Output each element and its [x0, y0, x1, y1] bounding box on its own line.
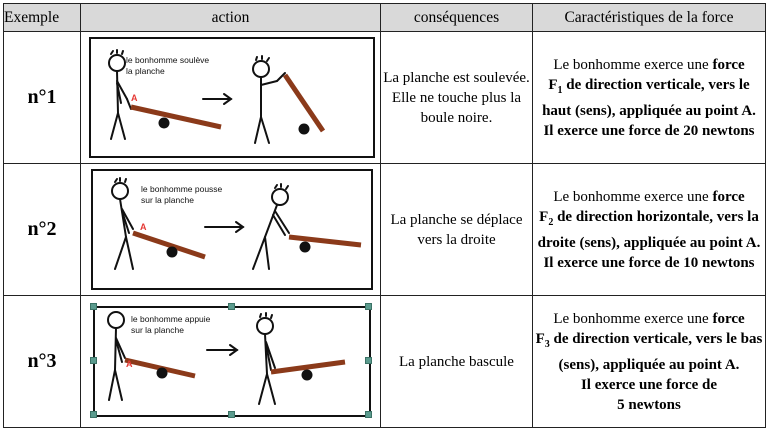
- action-cell: [81, 32, 381, 164]
- ball: [299, 124, 310, 135]
- header-caracteristiques: Caractéristiques de la force: [533, 4, 766, 32]
- ball: [300, 242, 311, 253]
- table-row: [4, 296, 766, 428]
- ball: [157, 368, 168, 379]
- point-a-label: A: [140, 222, 147, 232]
- resize-handle[interactable]: [365, 411, 372, 418]
- force-sub: 2: [548, 216, 554, 228]
- action-cell: [81, 164, 381, 296]
- point-a-label: A: [131, 93, 138, 103]
- caption-line: le bonhomme pousse: [141, 184, 223, 194]
- caption-line: sur la planche: [131, 325, 184, 335]
- action-illustration: [91, 169, 373, 290]
- force-desc: de direction verticale, vers le bas (sens), appliquée au point A.: [553, 330, 763, 373]
- resize-handle[interactable]: [365, 357, 372, 364]
- intro-text: Le bonhomme exerce une: [553, 188, 709, 205]
- caption-line: le bonhomme appuie: [131, 314, 211, 324]
- force-word: force: [712, 56, 745, 73]
- point-a-label: A: [126, 359, 133, 369]
- action-illustration: [93, 306, 371, 417]
- consequence-text: La planche se déplace vers la droite: [381, 164, 533, 296]
- header-action: action: [81, 4, 381, 32]
- force-desc: de direction verticale, vers le haut (sens), appliquée au point A.: [542, 76, 756, 119]
- consequence-text: La planche est soulevée. Elle ne touche plus la boule noire.: [381, 32, 533, 164]
- force-sub: 3: [544, 338, 550, 350]
- table-row: [4, 164, 766, 296]
- force-word: force: [712, 310, 745, 327]
- ball: [302, 370, 313, 381]
- resize-handle[interactable]: [90, 357, 97, 364]
- force-sub: 1: [557, 84, 563, 96]
- resize-handle[interactable]: [90, 411, 97, 418]
- force-letter: F: [548, 76, 558, 93]
- intro-text: Le bonhomme exerce une: [553, 56, 709, 73]
- caption-line: la planche: [126, 66, 165, 76]
- caption: [131, 314, 210, 336]
- force-newtons: Il exerce une force de: [580, 376, 718, 393]
- caption-line: sur la planche: [141, 195, 194, 205]
- action-cell: [81, 296, 381, 428]
- header-exemple: Exemple: [4, 4, 81, 32]
- example-number: n°3: [4, 296, 81, 428]
- resize-handle[interactable]: [228, 303, 235, 310]
- force-letter: F: [535, 330, 545, 347]
- resize-handle[interactable]: [365, 303, 372, 310]
- ball: [167, 247, 178, 258]
- action-illustration: [89, 37, 375, 158]
- caption: [141, 184, 222, 206]
- resize-handle[interactable]: [228, 411, 235, 418]
- force-newtons: 5 newtons: [617, 396, 681, 413]
- consequence-text: La planche bascule: [381, 296, 533, 428]
- push-drawing: [93, 171, 371, 288]
- force-newtons: Il exerce une force de 20 newtons: [543, 122, 755, 139]
- ball: [159, 118, 170, 129]
- force-newtons: Il exerce une force de 10 newtons: [543, 254, 755, 271]
- forces-table: [3, 3, 766, 428]
- example-number: n°2: [4, 164, 81, 296]
- caption-line: le bonhomme soulève: [126, 55, 210, 65]
- force-word: force: [712, 188, 745, 205]
- intro-text: Le bonhomme exerce une: [553, 310, 709, 327]
- caption: [126, 55, 209, 77]
- resize-handle[interactable]: [90, 303, 97, 310]
- characteristics-text: [533, 32, 766, 164]
- characteristics-text: [533, 164, 766, 296]
- header-row: [4, 4, 766, 32]
- header-consequences: conséquences: [381, 4, 533, 32]
- example-number: n°1: [4, 32, 81, 164]
- characteristics-text: [533, 296, 766, 428]
- force-letter: F: [539, 208, 549, 225]
- table-row: [4, 32, 766, 164]
- force-desc: de direction horizontale, vers la droite (sens), appliquée au point A.: [537, 208, 761, 251]
